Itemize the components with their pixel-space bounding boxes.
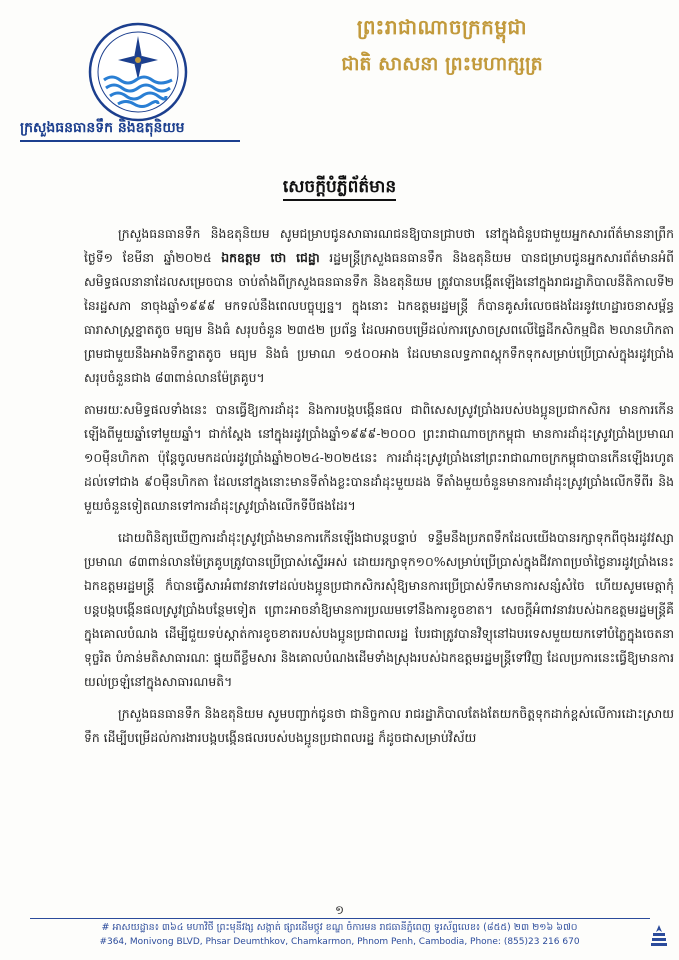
- footer-emblem-icon: [650, 924, 668, 948]
- kingdom-line-1: ព្រះរាជាណាចក្រកម្ពុជា: [356, 15, 528, 39]
- document-title: [0, 176, 679, 201]
- paragraph-2: [84, 398, 674, 518]
- footer: [0, 921, 679, 947]
- paragraph-1-text-b: រដ្ឋមន្ត្រីក្រសួងធនធានទឹក និងឧតុនិយម បានជម្រាបជូនអ្នកសារព័ត៌មានអំពីសមិទ្ធផលនានាដែលសម្រេចបាន ចាប់តាំងពីក្រសួងធនធានទឹក និងឧតុនិយម ត្រូវបានបង្កើតឡើងនៅក្នុងរាជរដ្ឋាភិបាលនីតិកាលទី២ នៃរដ្ឋសភា នាចុងឆ្នាំ១៩៩៩ មកទល់នឹងពេលបច្ចុប្បន្ន។ ក្នុងនោះ ឯកឧត្តមរដ្ឋមន្ត្រី ក៏បានគូសរំលេចផងដែរនូវហេដ្ឋារចនាសម្ព័ន្ធធារាសាស្ត្រខ្នាតតូច មធ្យម និងធំ សរុបចំនួន ២៣៥២ ប្រព័ន្ធ ដែលអាចបម្រើដល់ការស្រោចស្រពលើផ្ទៃដីកសិកម្មជិត ២លានហិកតា ព្រមជាមួយនឹងអាងទឹកខ្នាតតូច មធ្យម និងធំ ប្រមាណ ១៥០០អាង ដែលមានលទ្ធភាពស្តុកទឹកទុកសម្រាប់ប្រើប្រាស់ក្នុងរដូវប្រាំងសរុបចំនួនជាង ៨៣ពាន់លានម៉ែត្រគូប។: [84, 250, 674, 385]
- paragraph-4: [84, 702, 674, 750]
- paragraph-1-text-a: ក្រសួងធនធានទឹក និងឧតុនិយម សូមជម្រាបជូនសាធារណជនឱ្យបានជ្រាបថា នៅក្នុងជំនួបជាមួយអ្នកសារព័ត៌មាននាព្រឹកថ្ងៃទី១ ខែមីនា ឆ្នាំ២០២៥: [84, 226, 674, 265]
- paragraph-2-text: តាមរយៈសមិទ្ធផលទាំងនេះ បានធ្វើឱ្យការដាំដុះ និងការបង្កបង្កើនផល ជាពិសេសស្រូវប្រាំងរបស់បងប្អូនប្រជាកសិករ មានការកើនឡើងពីមួយឆ្នាំទៅមួយឆ្នាំ។ ជាក់ស្តែង នៅក្នុងរដូវប្រាំងឆ្នាំ១៩៩៩-២០០០ ព្រះរាជាណាចក្រកម្ពុជា មានការដាំដុះស្រូវប្រាំងប្រមាណ ១០ម៉ឺនហិកតា ប៉ុន្តែចូលមកដល់រដូវប្រាំងឆ្នាំ២០២៤-២០២៥នេះ ការដាំដុះស្រូវប្រាំងនៅព្រះរាជាណាចក្រកម្ពុជាបានកើនឡើងរហូតដល់ទៅជាង ៩០ម៉ឺនហិកតា ដែលនៅក្នុងនោះមានទីតាំងខ្លះបានដាំដុះមួយដង ទីតាំងមួយចំនួនមានការដាំដុះស្រូវប្រាំងលើកទីពីរ និងមួយចំនួនទៀតឈានទៅការដាំដុះស្រូវប្រាំងលើកទីបីផងដែរ។: [84, 402, 674, 513]
- paragraph-3-text: ដោយពិនិត្យឃើញការដាំដុះស្រូវប្រាំងមានការកើនឡើងជាបន្តបន្ទាប់ ទន្ទឹមនឹងប្រភពទឹកដែលយើងបានរក្សាទុកពីចុងរដូវវស្សាប្រមាណ ៨៣ពាន់លានម៉ែត្រគូបត្រូវបានប្រើប្រាស់ស្ទើរអស់ ដោយរក្សាទុក១០%សម្រាប់ប្រើប្រាស់ក្នុងជីវភាពប្រចាំថ្ងៃនារដូវប្រាំងនេះ ឯកឧត្តមរដ្ឋមន្ត្រី ក៏បានធ្វើសារអំពាវនាវទៅដល់បងប្អូនប្រជាកសិករសុំឱ្យមានការប្រើប្រាស់ទឹកមានការសន្សំសំចៃ ហើយសូមមេត្តាកុំបន្តបង្កបង្កើនផលស្រូវប្រាំងបន្ថែមទៀត ព្រោះអាចនាំឱ្យមានការប្រឈមទៅនឹងការខូចខាត។ សេចក្តីអំពាវនាវរបស់ឯកឧត្តមរដ្ឋមន្ត្រីគឺក្នុងគោលបំណង ដើម្បីជួយទប់ស្កាត់ការខូចខាតរបស់បងប្អូនប្រជាពលរដ្ឋ បែរជាត្រូវបានវិទ្យុនៅឯបរទេសមួយយកទៅបំភ្លៃក្នុងចេតនាទុច្ចរិត បំភាន់មតិសាធារណៈ ផ្ទុយពីខ្លឹមសារ និងគោលបំណងដើមទាំងស្រុងរបស់ឯកឧត្តមរដ្ឋមន្ត្រីទៅវិញ ដែលប្រការនេះធ្វើឱ្យមានការយល់ច្រឡំនៅក្នុងសាធារណមតិ។: [84, 530, 674, 689]
- page-number: ១: [334, 903, 345, 917]
- minister-name: ឯកឧត្តម ថោ ជេដ្ឋា: [221, 250, 320, 265]
- ministry-seal-icon: [88, 22, 188, 122]
- footer-address-english: #364, Monivong BLVD, Phsar Deumthkov, Chamkarmon, Phnom Penh, Cambodia, Phone: (855)23 216 670: [99, 937, 580, 947]
- document-body: [84, 222, 674, 758]
- footer-divider: [30, 918, 650, 919]
- kingdom-motto: [212, 14, 672, 80]
- document-title-text: សេចក្តីបំភ្លឺព័ត៌មាន: [283, 177, 396, 201]
- header-divider: [20, 140, 240, 142]
- footer-address-khmer: # អាសយដ្ឋាន៖ ៣៦៤ មហាវិថី ព្រះមុនីវង្ស សង្កាត់ ផ្សារដើមថ្កូវ ខណ្ឌ ចំការមន រាជធានីភ្នំពេញ ទូរស័ព្ទលេខ៖ (៨៥៥) ២៣ ២១៦ ៦៧០: [101, 922, 578, 933]
- paragraph-4-text: ក្រសួងធនធានទឹក និងឧតុនិយម សូមបញ្ជាក់ជូនថា ជានិច្ចកាល រាជរដ្ឋាភិបាលតែងតែយកចិត្តទុកដាក់ខ្ពស់លើការដោះស្រាយទឹក ដើម្បីបម្រើដល់ការងារបង្កបង្កើនផលរបស់បងប្អូនប្រជាពលរដ្ឋ ក៏ដូចជាសម្រាប់វិស័យ: [84, 706, 674, 745]
- paragraph-1: [84, 222, 674, 390]
- kingdom-line-2: ជាតិ សាសនា ព្រះមហាក្សត្រ: [341, 53, 543, 75]
- ministry-name: ក្រសួងធនធានទឹក និងឧតុនិយម: [20, 120, 185, 136]
- paragraph-3: [84, 526, 674, 694]
